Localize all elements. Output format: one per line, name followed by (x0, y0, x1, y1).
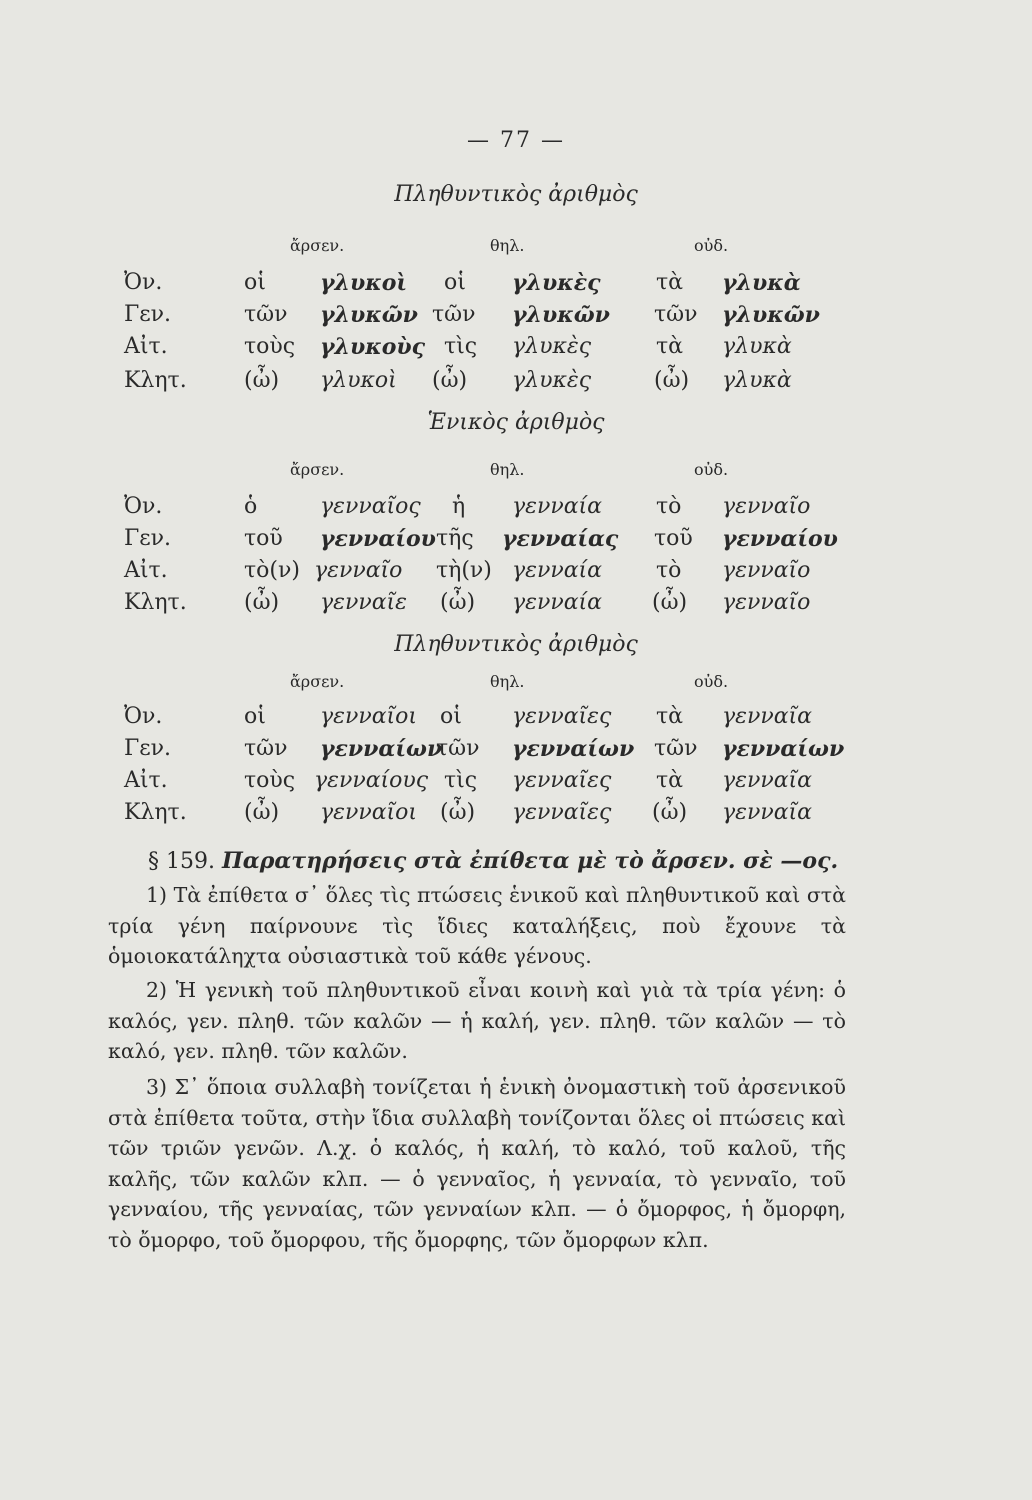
fem-form: γλυκῶν (512, 302, 610, 328)
case-label: Αἰτ. (124, 768, 168, 793)
neut-article: (ὦ) (652, 590, 688, 615)
masc-article: (ὦ) (244, 590, 280, 615)
fem-article: (ὦ) (432, 368, 468, 393)
masc-article: οἱ (244, 270, 266, 295)
neut-article: (ὦ) (654, 368, 690, 393)
masc-article: τοὺς (244, 768, 296, 793)
neut-article: τὰ (656, 704, 684, 729)
case-label: Κλητ. (124, 590, 187, 615)
masc-form: γενναίου (320, 526, 436, 552)
fem-article: (ὦ) (440, 590, 476, 615)
neut-form: γενναίων (722, 736, 845, 762)
case-label: Αἰτ. (124, 334, 168, 359)
masc-form: γενναῖε (320, 590, 407, 615)
gender-neuter: οὐδ. (694, 672, 729, 691)
neut-form: γλυκὰ (722, 334, 792, 359)
neut-form: γλυκὰ (722, 368, 792, 393)
fem-form: γλυκὲς (512, 270, 601, 296)
fem-form: γενναῖες (512, 704, 612, 729)
masc-article: (ὦ) (244, 800, 280, 825)
gender-feminine: θηλ. (490, 672, 525, 691)
neut-form: γενναίου (722, 526, 838, 552)
neut-form: γενναῖο (722, 590, 811, 615)
neut-form: γενναῖο (722, 558, 811, 583)
masc-article: τὸ(ν) (244, 558, 300, 583)
neut-article: τὸ (656, 494, 682, 519)
case-label: Γεν. (124, 526, 172, 551)
paragraph-1: 1) Τὰ ἐπίθετα σ᾽ ὅλες τὶς πτώσεις ἑνικοῦ καὶ πληθυντικοῦ καὶ στὰ τρία γένη παίρνουνε τὶς ἴδιες καταλήξεις, ποὺ ἔχουνε τὰ ὁμοιοκατάληχτα οὐσιαστικὰ τοῦ κάθε γένους. (108, 883, 846, 968)
masc-form: γλυκοὶ (320, 270, 408, 296)
paragraph-3: 3) Σ᾽ ὅποια συλλαβὴ τονίζεται ἡ ἑνικὴ ὀνομαστικὴ τοῦ ἀρσενικοῦ στὰ ἐπίθετα τοῦτα, στὴν ἴδια συλλαβὴ τονίζονται ὅλες οἱ πτώσεις καὶ τῶν τριῶν γενῶν. Λ.χ. ὁ καλός, ἡ καλή, τὸ καλό, τοῦ καλοῦ, τῆς καλῆς, τῶν καλῶν κλπ. — ὁ γενναῖος, ἡ γενναία, τὸ γενναῖο, τοῦ γενναίου, τῆς γενναίας, τῶν γενναίων κλπ. — ὁ ὄμορφος, ἡ ὄμορφη, τὸ ὄμορφο, τοῦ ὄμορφου, τῆς ὄμορφης, τῶν ὄμορφων κλπ. (108, 1075, 846, 1252)
gender-masculine: ἄρσεν. (290, 460, 345, 479)
fem-form: γενναία (512, 494, 603, 519)
masc-form: γενναίους (314, 768, 429, 793)
section-title: Πληθυντικὸς ἀριθμὸς (394, 632, 638, 657)
neut-form: γλυκῶν (722, 302, 820, 328)
neut-article: τὰ (656, 768, 684, 793)
masc-article: τῶν (244, 736, 288, 761)
masc-article: ὁ (244, 494, 258, 519)
fem-article: οἱ (440, 704, 462, 729)
fem-form: γλυκὲς (512, 368, 592, 393)
neut-form: γενναῖα (722, 704, 813, 729)
masc-form: γενναίων (320, 736, 443, 762)
fem-form: γενναῖες (512, 800, 612, 825)
fem-article: οἱ (444, 270, 466, 295)
gender-feminine: θηλ. (490, 236, 525, 255)
fem-article: τὶς (444, 334, 478, 359)
neut-article: τῶν (654, 302, 698, 327)
case-label: Ὀν. (124, 270, 163, 295)
fem-article: τῶν (436, 736, 480, 761)
case-label: Ὀν. (124, 704, 163, 729)
gender-masculine: ἄρσεν. (290, 236, 345, 255)
case-label: Γεν. (124, 736, 172, 761)
case-label: Κλητ. (124, 368, 187, 393)
case-label: Ὀν. (124, 494, 163, 519)
fem-article: τῆς (436, 526, 474, 551)
fem-article: τὶς (444, 768, 478, 793)
gender-feminine: θηλ. (490, 460, 525, 479)
neut-form: γλυκὰ (722, 270, 801, 296)
masc-article: τοῦ (244, 526, 283, 551)
neut-form: γενναῖο (722, 494, 811, 519)
case-label: Κλητ. (124, 800, 187, 825)
neut-article: τὰ (656, 270, 684, 295)
section-title: Πληθυντικὸς ἀριθμὸς (394, 182, 638, 207)
fem-form: γενναία (512, 558, 603, 583)
fem-form: γλυκὲς (512, 334, 592, 359)
masc-article: τοὺς (244, 334, 296, 359)
masc-article: (ὦ) (244, 368, 280, 393)
section-heading (148, 848, 838, 874)
gender-neuter: οὐδ. (694, 460, 729, 479)
masc-form: γενναῖο (314, 558, 403, 583)
paragraph-2: 2) Ἡ γενικὴ τοῦ πληθυντικοῦ εἶναι κοινὴ καὶ γιὰ τὰ τρία γένη: ὁ καλός, γεν. πληθ. τῶν καλῶν — ἡ καλή, γεν. πληθ. τῶν καλῶν — τὸ καλό, γεν. πληθ. τῶν καλῶν. (108, 978, 846, 1063)
fem-form: γενναίας (502, 526, 619, 552)
masc-article: οἱ (244, 704, 266, 729)
section-title: Ἑνικὸς ἀριθμὸς (427, 410, 605, 435)
gender-masculine: ἄρσεν. (290, 672, 345, 691)
fem-form: γενναίων (512, 736, 635, 762)
masc-form: γενναῖοι (320, 800, 418, 825)
masc-article: τῶν (244, 302, 288, 327)
fem-article: (ὦ) (440, 800, 476, 825)
gender-neuter: οὐδ. (694, 236, 729, 255)
fem-article: τῶν (432, 302, 476, 327)
neut-article: (ὦ) (652, 800, 688, 825)
masc-form: γλυκῶν (320, 302, 418, 328)
neut-form: γενναῖα (722, 768, 813, 793)
neut-form: γενναῖα (722, 800, 813, 825)
neut-article: τῶν (654, 736, 698, 761)
page-number: — 77 — (467, 128, 565, 153)
section-heading-title: Παρατηρήσεις στὰ ἐπίθετα μὲ τὸ ἄρσεν. σὲ —ος. (221, 848, 839, 874)
case-label: Γεν. (124, 302, 172, 327)
fem-form: γενναῖες (512, 768, 612, 793)
case-label: Αἰτ. (124, 558, 168, 583)
masc-form: γλυκοὶ (320, 368, 397, 393)
masc-form: γλυκοὺς (320, 334, 426, 360)
neut-article: τοῦ (654, 526, 693, 551)
section-number: § 159. (148, 849, 215, 874)
fem-article: τὴ(ν) (436, 558, 492, 583)
fem-article: ἡ (452, 494, 466, 519)
masc-form: γενναῖος (320, 494, 421, 519)
masc-form: γενναῖοι (320, 704, 418, 729)
neut-article: τὰ (656, 334, 684, 359)
fem-form: γενναία (512, 590, 603, 615)
neut-article: τὸ (656, 558, 682, 583)
